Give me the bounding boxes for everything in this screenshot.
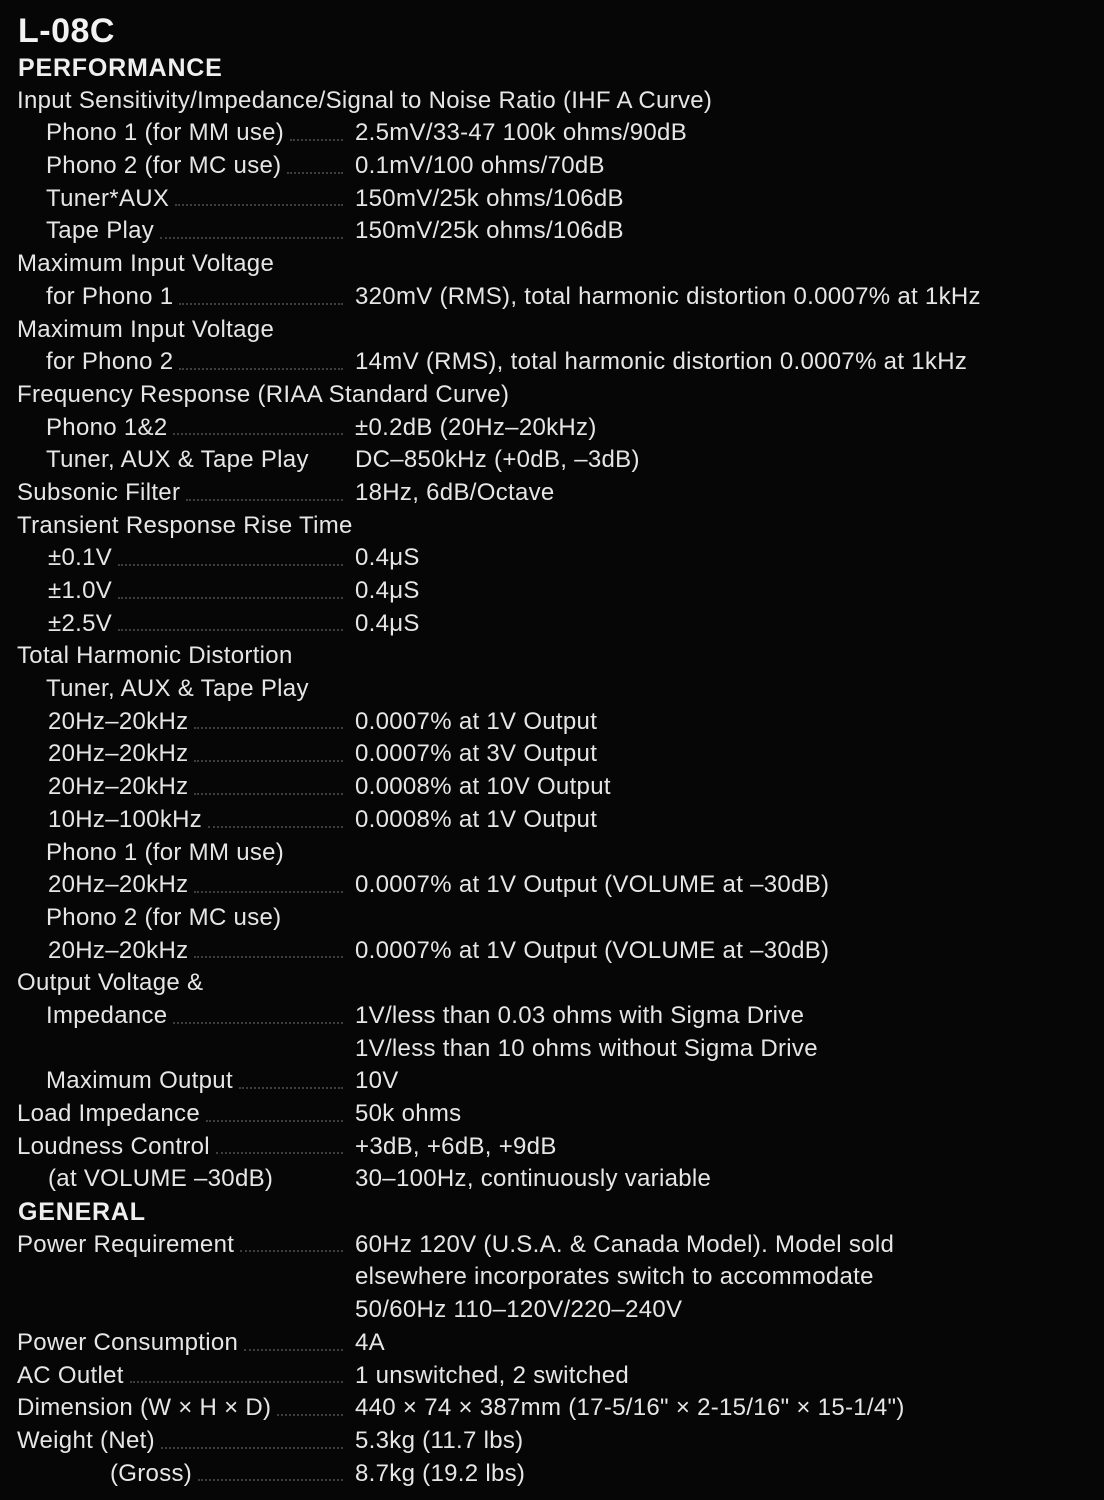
spec-label: Tape Play xyxy=(46,217,155,245)
spec-label-cell xyxy=(0,673,1104,706)
spec-row xyxy=(0,477,1104,510)
spec-value: 150mV/25k ohms/106dB xyxy=(355,217,624,245)
spec-label: (at VOLUME –30dB) xyxy=(48,1165,274,1193)
dot-leader xyxy=(244,1327,343,1351)
spec-label-cell xyxy=(0,1458,355,1491)
spec-row xyxy=(0,1033,1104,1066)
spec-value: 60Hz 120V (U.S.A. & Canada Model). Model sold xyxy=(355,1230,895,1258)
spec-row xyxy=(0,706,1104,739)
spec-row xyxy=(0,281,1104,314)
spec-row xyxy=(0,1458,1104,1491)
spec-label: Dimension (W × H × D) xyxy=(17,1394,272,1422)
spec-value: 0.4μS xyxy=(355,577,420,604)
spec-value: 0.0008% at 1V Output xyxy=(355,805,598,833)
dot-leader xyxy=(194,738,343,762)
spec-label-cell xyxy=(0,412,355,445)
spec-group-heading xyxy=(0,837,1104,870)
dot-leader xyxy=(194,935,343,959)
spec-label: Tuner*AUX xyxy=(46,184,170,212)
spec-label: Load Impedance xyxy=(17,1100,201,1127)
spec-value: 0.0007% at 3V Output xyxy=(355,740,598,768)
spec-value: +3dB, +6dB, +9dB xyxy=(355,1132,557,1160)
spec-label-cell xyxy=(0,314,1104,347)
spec-row xyxy=(0,412,1104,445)
spec-label-cell xyxy=(0,771,355,804)
dot-leader xyxy=(194,869,343,893)
spec-value: 0.0008% at 10V Output xyxy=(355,773,611,801)
spec-value: 320mV (RMS), total harmonic distortion 0.0007% at 1kHz xyxy=(355,282,981,310)
spec-row xyxy=(0,117,1104,150)
spec-label: Maximum Input Voltage xyxy=(17,250,275,278)
spec-label: Power Requirement xyxy=(17,1230,235,1258)
spec-label: Phono 1 (for MM use) xyxy=(46,119,285,147)
spec-label-cell xyxy=(0,542,355,575)
spec-value: 1V/less than 10 ohms without Sigma Drive xyxy=(355,1034,818,1062)
dot-leader xyxy=(161,1425,343,1449)
spec-value: 0.1mV/100 ohms/70dB xyxy=(355,152,605,180)
spec-label: Output Voltage & xyxy=(17,969,204,997)
spec-list xyxy=(0,1229,1104,1491)
spec-label-cell xyxy=(0,117,355,150)
spec-value: 0.4μS xyxy=(355,544,420,572)
spec-row xyxy=(0,1327,1104,1360)
dot-leader xyxy=(179,281,343,305)
dot-leader xyxy=(194,706,343,730)
spec-list xyxy=(0,85,1104,1196)
spec-value: 0.4μS xyxy=(355,609,420,637)
spec-row xyxy=(0,346,1104,379)
spec-label-cell xyxy=(0,1327,355,1360)
spec-label-cell xyxy=(0,640,1104,673)
spec-label-cell xyxy=(0,1000,355,1033)
spec-group-heading xyxy=(0,379,1104,412)
spec-value: 2.5mV/33-47 100k ohms/90dB xyxy=(355,119,687,147)
spec-row xyxy=(0,1163,1104,1196)
spec-label: Phono 1 (for MM use) xyxy=(46,838,285,866)
spec-label-cell xyxy=(0,706,355,739)
spec-value: 1V/less than 0.03 ohms with Sigma Drive xyxy=(355,1001,805,1029)
spec-row xyxy=(0,1425,1104,1458)
spec-value: 0.0007% at 1V Output (VOLUME at –30dB) xyxy=(355,936,830,964)
spec-row xyxy=(0,1131,1104,1164)
spec-label: Subsonic Filter xyxy=(17,478,181,506)
spec-label: Weight (Net) xyxy=(17,1426,155,1454)
spec-value: 1 unswitched, 2 switched xyxy=(355,1361,630,1389)
spec-label-cell xyxy=(0,935,355,968)
dot-leader xyxy=(198,1458,343,1482)
dot-leader xyxy=(173,412,343,436)
spec-value: 14mV (RMS), total harmonic distortion 0.0007% at 1kHz xyxy=(355,348,968,376)
spec-row xyxy=(0,444,1104,477)
spec-label-cell xyxy=(0,1261,355,1294)
spec-label: ±0.1V xyxy=(48,544,113,572)
spec-label-cell xyxy=(0,1392,355,1425)
spec-label-cell xyxy=(0,510,1104,543)
spec-label-cell xyxy=(0,215,355,248)
spec-row xyxy=(0,1000,1104,1033)
spec-label: Total Harmonic Distortion xyxy=(17,642,293,670)
spec-value: 8.7kg (19.2 lbs) xyxy=(355,1459,526,1487)
spec-label-cell xyxy=(0,346,355,379)
dot-leader xyxy=(206,1098,343,1122)
spec-label-cell xyxy=(0,575,355,608)
dot-leader xyxy=(160,215,343,239)
spec-group-heading xyxy=(0,85,1104,118)
spec-label-cell xyxy=(0,738,355,771)
dot-leader xyxy=(277,1392,343,1416)
dot-leader xyxy=(118,542,343,566)
dot-leader xyxy=(290,117,343,141)
dot-leader xyxy=(194,771,343,795)
spec-label: 20Hz–20kHz xyxy=(48,871,189,899)
spec-label: for Phono 2 xyxy=(46,348,174,376)
spec-label-cell xyxy=(0,1163,355,1196)
spec-label-cell xyxy=(0,183,355,216)
spec-row xyxy=(0,150,1104,183)
spec-label-cell xyxy=(0,281,355,314)
spec-label-cell xyxy=(0,1033,355,1066)
spec-label: Loudness Control xyxy=(17,1132,210,1160)
spec-label-cell xyxy=(0,477,355,510)
spec-group-heading xyxy=(0,673,1104,706)
spec-label: Power Consumption xyxy=(17,1328,239,1356)
spec-label-cell xyxy=(0,444,355,477)
spec-row xyxy=(0,1229,1104,1262)
spec-group-heading xyxy=(0,902,1104,935)
spec-label: Transient Response Rise Time xyxy=(17,511,353,539)
spec-row xyxy=(0,542,1104,575)
dot-leader xyxy=(216,1131,343,1155)
dot-leader xyxy=(175,183,343,207)
spec-label-cell xyxy=(0,379,1104,412)
spec-label-cell xyxy=(0,902,1104,935)
spec-group-heading xyxy=(0,967,1104,1000)
spec-label-cell xyxy=(0,837,1104,870)
spec-label: Input Sensitivity/Impedance/Signal to Noise Ratio (IHF A Curve) xyxy=(17,86,713,114)
spec-value: 5.3kg (11.7 lbs) xyxy=(355,1426,524,1454)
spec-group-heading xyxy=(0,640,1104,673)
section-title: GENERAL xyxy=(18,1198,146,1227)
spec-label: Maximum Input Voltage xyxy=(17,315,275,343)
spec-value: 10V xyxy=(355,1067,399,1095)
spec-value: 440 × 74 × 387mm (17-5/16" × 2-15/16" × 15-1/4") xyxy=(355,1394,905,1422)
spec-label: AC Outlet xyxy=(17,1361,124,1389)
spec-label: Maximum Output xyxy=(46,1067,233,1095)
spec-value: 4A xyxy=(355,1328,385,1356)
spec-label: Impedance xyxy=(46,1001,168,1029)
dot-leader xyxy=(118,608,343,632)
spec-value: 0.0007% at 1V Output (VOLUME at –30dB) xyxy=(355,871,830,899)
dot-leader xyxy=(240,1229,343,1253)
spec-label-cell xyxy=(0,967,1104,1000)
spec-group-heading xyxy=(0,248,1104,281)
spec-row xyxy=(0,771,1104,804)
spec-value: 50/60Hz 110–120V/220–240V xyxy=(355,1296,683,1324)
spec-label-cell xyxy=(0,1360,355,1393)
spec-label: Tuner, AUX & Tape Play xyxy=(46,446,309,474)
spec-row xyxy=(0,1392,1104,1425)
spec-label-cell xyxy=(0,608,355,641)
spec-row xyxy=(0,215,1104,248)
spec-label-cell xyxy=(0,1229,355,1262)
spec-value: 0.0007% at 1V Output xyxy=(355,707,598,735)
spec-label: 20Hz–20kHz xyxy=(48,707,189,735)
spec-value: elsewhere incorporates switch to accommodate xyxy=(355,1263,874,1291)
spec-label: Tuner, AUX & Tape Play xyxy=(46,675,309,703)
spec-row xyxy=(0,935,1104,968)
spec-value: DC–850kHz (+0dB, –3dB) xyxy=(355,446,640,474)
spec-value: 30–100Hz, continuously variable xyxy=(355,1165,712,1193)
spec-label: 20Hz–20kHz xyxy=(48,773,189,801)
spec-group-heading xyxy=(0,510,1104,543)
dot-leader xyxy=(130,1360,343,1384)
spec-label-cell xyxy=(0,1065,355,1098)
spec-value: 150mV/25k ohms/106dB xyxy=(355,184,624,212)
spec-label: ±1.0V xyxy=(48,577,113,604)
spec-row xyxy=(0,1294,1104,1327)
spec-group-heading xyxy=(0,314,1104,347)
dot-leader xyxy=(173,1000,343,1024)
spec-label: for Phono 1 xyxy=(46,282,174,310)
dot-leader xyxy=(287,150,343,174)
spec-label: 10Hz–100kHz xyxy=(48,805,203,833)
spec-label-cell xyxy=(0,1294,355,1327)
spec-label-cell xyxy=(0,85,1104,118)
spec-label: Frequency Response (RIAA Standard Curve) xyxy=(17,380,510,408)
dot-leader xyxy=(186,477,343,501)
spec-value: 18Hz, 6dB/Octave xyxy=(355,478,555,506)
dot-leader xyxy=(208,804,343,828)
spec-label-cell xyxy=(0,1131,355,1164)
spec-label: 20Hz–20kHz xyxy=(48,936,189,964)
spec-row xyxy=(0,1360,1104,1393)
spec-label: Phono 2 (for MC use) xyxy=(46,903,282,931)
spec-row xyxy=(0,738,1104,771)
spec-label: 20Hz–20kHz xyxy=(48,740,189,768)
spec-row xyxy=(0,575,1104,608)
dot-leader xyxy=(118,575,343,599)
section-title: PERFORMANCE xyxy=(18,54,223,82)
dot-leader xyxy=(239,1065,343,1089)
spec-row xyxy=(0,1261,1104,1294)
model-title: L-08C xyxy=(18,12,115,50)
spec-label-cell xyxy=(0,150,355,183)
spec-label-cell xyxy=(0,1425,355,1458)
spec-label: ±2.5V xyxy=(48,609,113,637)
spec-row xyxy=(0,1098,1104,1131)
spec-label-cell xyxy=(0,869,355,902)
spec-label-cell xyxy=(0,1098,355,1131)
dot-leader xyxy=(179,346,343,370)
spec-label-cell xyxy=(0,248,1104,281)
spec-sections xyxy=(0,52,1104,1490)
spec-row xyxy=(0,804,1104,837)
spec-row xyxy=(0,869,1104,902)
spec-label: (Gross) xyxy=(110,1459,193,1487)
spec-label-cell xyxy=(0,804,355,837)
spec-value: ±0.2dB (20Hz–20kHz) xyxy=(355,413,597,441)
spec-label: Phono 1&2 xyxy=(46,413,168,441)
spec-row xyxy=(0,608,1104,641)
spec-label: Phono 2 (for MC use) xyxy=(46,152,282,180)
spec-row xyxy=(0,1065,1104,1098)
spec-row xyxy=(0,183,1104,216)
spec-value: 50k ohms xyxy=(355,1100,462,1127)
